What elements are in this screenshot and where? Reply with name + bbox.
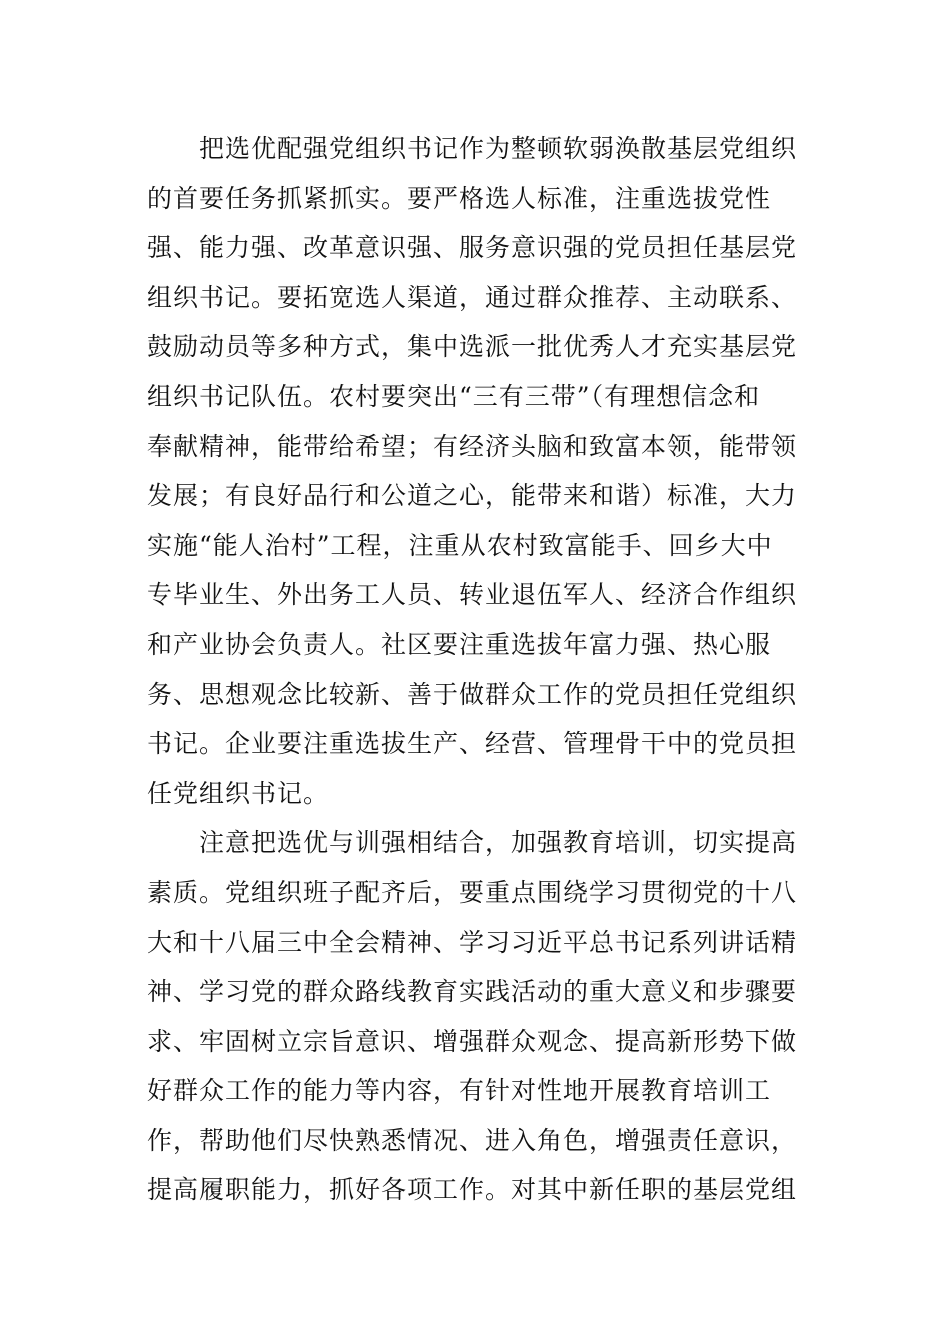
text-line: 素质。党组织班子配齐后，要重点围绕学习贯彻党的十八 — [147, 877, 798, 907]
text-line: 务、思想观念比较新、善于做群众工作的党员担任党组织 — [147, 679, 798, 709]
text-line: 奉献精神，能带给希望；有经济头脑和致富本领，能带领 — [147, 431, 798, 461]
text-line: 好群众工作的能力等内容，有针对性地开展教育培训工 — [147, 1076, 772, 1106]
text-line: 鼓励动员等多种方式，集中选派一批优秀人才充实基层党 — [147, 332, 798, 362]
text-line: 组织书记。要拓宽选人渠道，通过群众推荐、主动联系、 — [147, 282, 798, 312]
text-line: 的首要任务抓紧抓实。要严格选人标准，注重选拔党性 — [147, 183, 772, 213]
text-line: 组织书记队伍。农村要突出“三有三带”（有理想信念和 — [147, 381, 761, 411]
text-line: 提高履职能力，抓好各项工作。对其中新任职的基层党组 — [147, 1175, 798, 1205]
text-line: 任党组织书记。 — [147, 778, 330, 808]
text-line: 发展；有良好品行和公道之心，能带来和谐）标准，大力 — [147, 481, 798, 511]
text-line: 强、能力强、改革意识强、服务意识强的党员担任基层党 — [147, 233, 798, 263]
text-line: 注意把选优与训强相结合，加强教育培训，切实提高 — [199, 828, 798, 858]
text-line: 大和十八届三中全会精神、学习习近平总书记系列讲话精 — [147, 927, 798, 957]
text-line: 作，帮助他们尽快熟悉情况、进入角色，增强责任意识， — [147, 1125, 798, 1155]
text-line: 把选优配强党组织书记作为整顿软弱涣散基层党组织 — [199, 134, 798, 163]
text-line: 专毕业生、外出务工人员、转业退伍军人、经济合作组织 — [147, 580, 798, 610]
paragraph-2 — [147, 818, 807, 1215]
text-line: 神、学习党的群众路线教育实践活动的重大意义和步骤要 — [147, 977, 798, 1007]
text-line: 书记。企业要注重选拔生产、经营、管理骨干中的党员担 — [147, 729, 798, 759]
paragraph-1 — [147, 124, 807, 818]
text-line: 实施“能人治村”工程，注重从农村致富能手、回乡大中 — [147, 530, 773, 560]
text-line: 和产业协会负责人。社区要注重选拔年富力强、热心服 — [147, 629, 772, 659]
text-line: 求、牢固树立宗旨意识、增强群众观念、提高新形势下做 — [147, 1026, 798, 1056]
body-text — [147, 124, 807, 1215]
